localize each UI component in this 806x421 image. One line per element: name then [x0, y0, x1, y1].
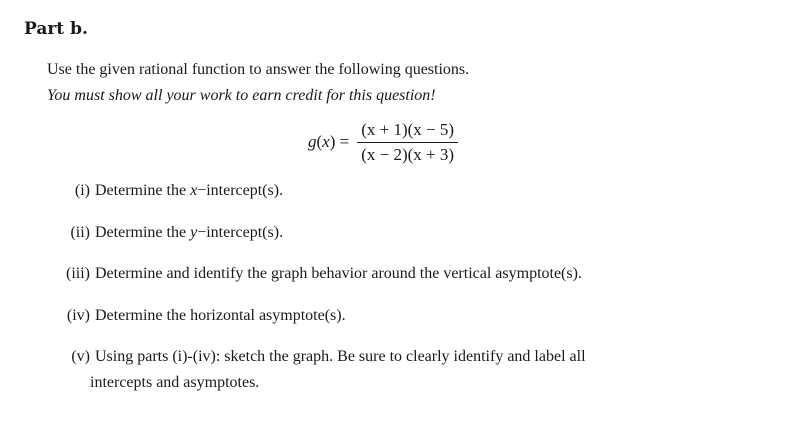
question-text: Determine and identify the graph behavior around the vertical asymptote(s).: [95, 265, 582, 282]
question-label: (iii): [66, 265, 90, 282]
function-name: g: [308, 132, 317, 151]
question-text: Determine the horizontal asymptote(s).: [95, 307, 346, 324]
question-label: (ii): [70, 224, 90, 241]
equals-sign: =: [339, 132, 350, 151]
question-text: Using parts (i)-(iv): sketch the graph. Be sure to clearly identify and label all: [95, 348, 586, 365]
function-variable: x: [322, 132, 330, 151]
question-item: [50, 307, 346, 325]
instruction-line-2: You must show all your work to earn credit for this question!: [47, 87, 436, 104]
question-label: (i): [74, 182, 90, 199]
question-continuation: intercepts and asymptotes.: [90, 374, 260, 391]
instruction-line-1: Use the given rational function to answer the following questions.: [47, 61, 470, 78]
question-item: [50, 265, 582, 283]
question-variable: x: [190, 182, 198, 199]
question-label: (v): [71, 348, 90, 365]
question-item: [50, 182, 283, 200]
denominator: [357, 145, 458, 165]
part-title: Part b.: [24, 19, 88, 39]
equation-lhs: g(x) =: [308, 132, 350, 151]
rational-function-equation: [308, 118, 458, 166]
denominator-expression: (x − 2)(x + 3): [361, 144, 455, 164]
numerator-expression: (x + 1)(x − 5): [361, 119, 455, 139]
question-text-part: Determine the: [95, 182, 191, 199]
numerator: [357, 120, 458, 140]
instructions: [47, 57, 469, 109]
question-variable: y: [190, 224, 198, 241]
question-item: [50, 224, 283, 242]
question-text-part: −intercept(s).: [197, 182, 284, 199]
question-label: (iv): [66, 307, 90, 324]
fraction-bar: [357, 142, 458, 143]
question-text: [95, 224, 283, 241]
question-text-part: −intercept(s).: [197, 224, 284, 241]
fraction: [357, 120, 458, 165]
question-text-part: Determine the: [95, 224, 191, 241]
question-item: [50, 348, 586, 366]
question-text: [95, 182, 283, 199]
